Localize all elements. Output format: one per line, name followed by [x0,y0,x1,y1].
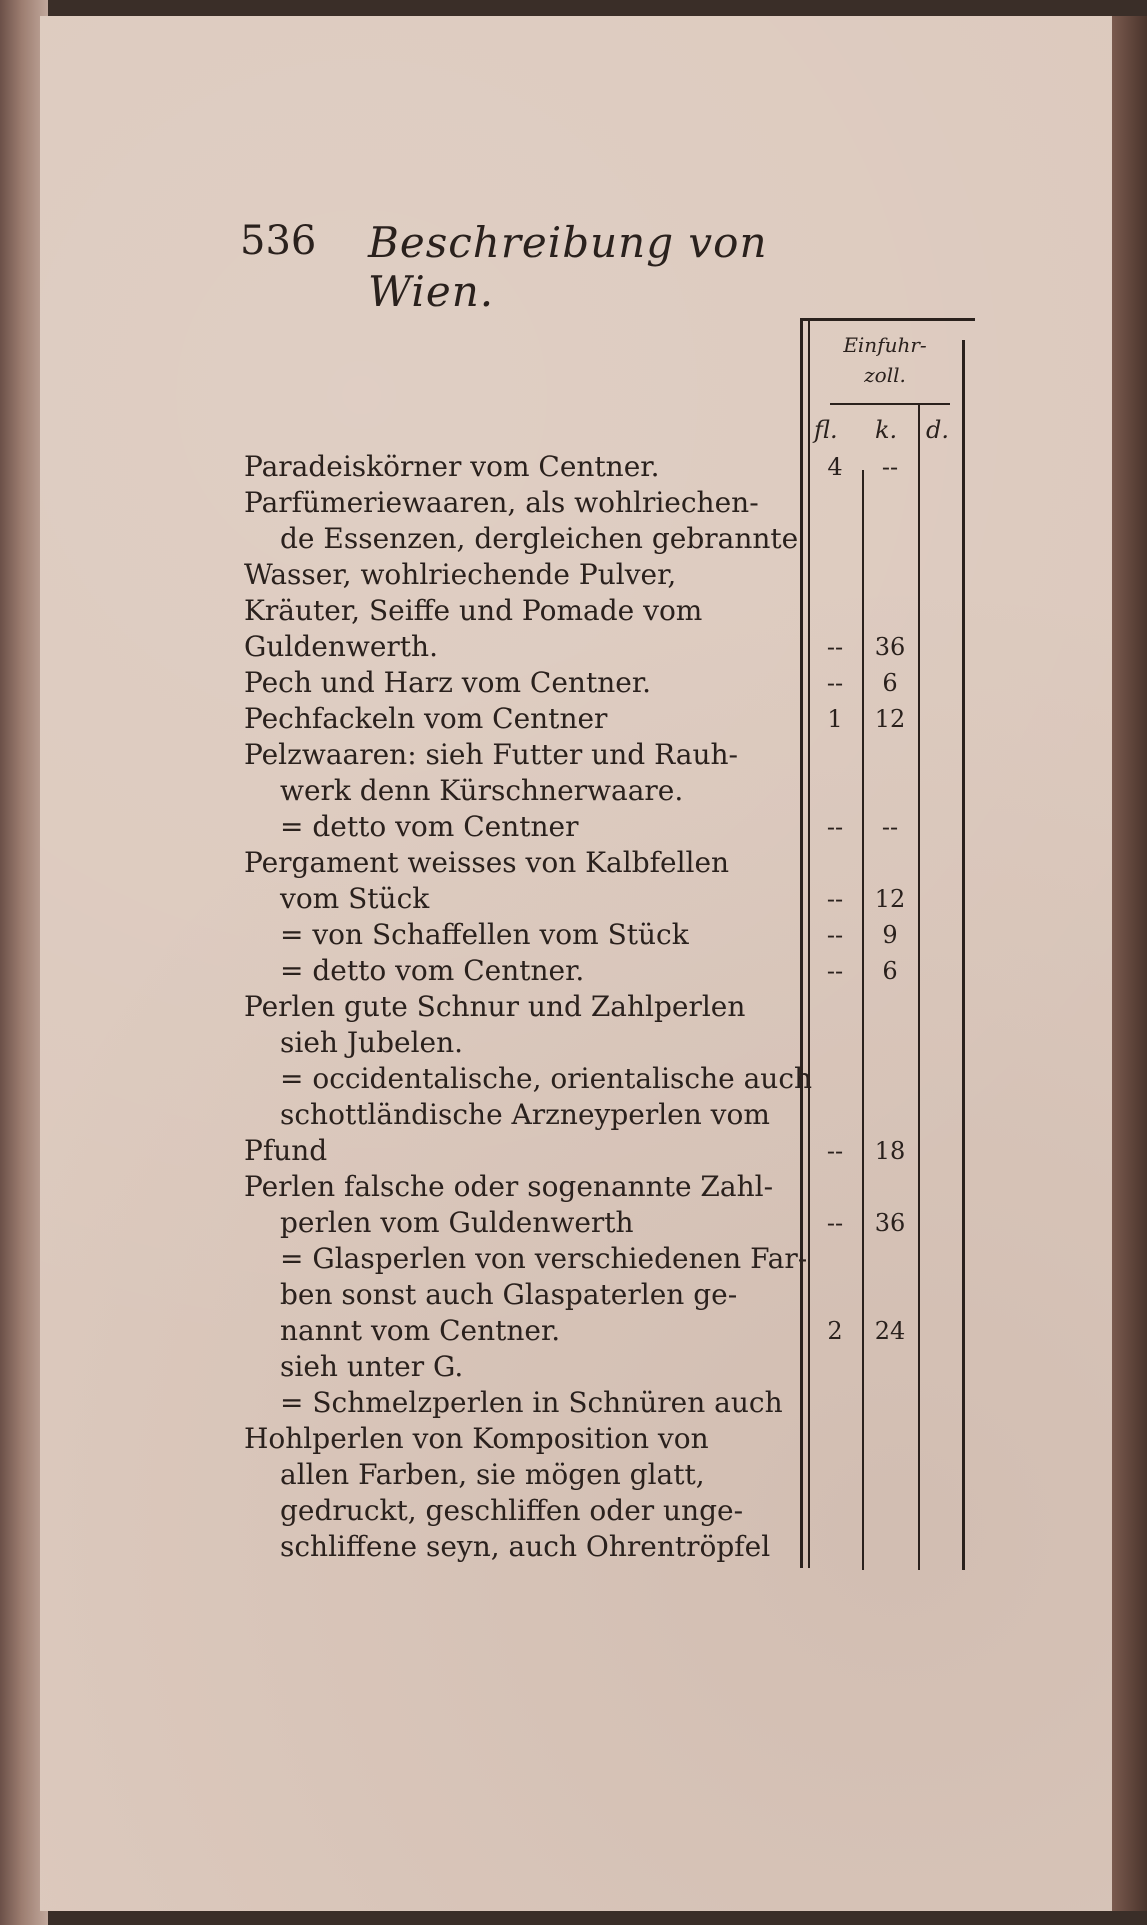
column-header-d: d. [926,416,949,444]
column-header-einfuhrzoll [825,330,945,398]
entry-line: Pfund [244,1134,328,1167]
column-header-line1: Einfuhr- [843,333,927,357]
entry-line: = occidentalische, orientalische auch [280,1062,813,1095]
table-rule-fl-k [862,470,864,1570]
entry-line: vom Stück [280,882,430,915]
duty-kreuzer: 6 [882,957,898,985]
table-rule-k-d [918,405,920,1570]
page-header [240,218,880,316]
duty-florin: -- [826,669,844,697]
entry-line: Pechfackeln vom Centner [244,702,608,735]
column-header-fl: fl. [814,416,838,444]
duty-kreuzer: 24 [874,1317,906,1345]
duty-florin: -- [826,1137,844,1165]
entry-line: Wasser, wohlriechende Pulver, [244,558,677,591]
duty-kreuzer: 36 [874,1209,906,1237]
entry-line: sieh unter G. [280,1350,464,1383]
duty-kreuzer: 9 [882,921,898,949]
entry-line: Hohlperlen von Komposition von [244,1422,709,1455]
entry-line: allen Farben, sie mögen glatt, [280,1458,705,1491]
table-rule-right [962,340,965,1570]
running-title: Beschreibung von Wien. [368,218,768,316]
entry-line: Perlen falsche oder sogenannte Zahl- [244,1170,774,1203]
entry-line: Kräuter, Seiffe und Pomade vom [244,594,703,627]
duty-florin: 4 [827,453,843,481]
table-rule-top [800,318,975,321]
table-rule-left-outer [800,318,803,1568]
duty-florin: 2 [827,1317,843,1345]
duty-kreuzer: 36 [874,633,906,661]
entry-line: = Glasperlen von verschiedenen Far- [280,1242,808,1275]
entry-line: Paradeiskörner vom Centner. [244,450,660,483]
duty-florin: -- [826,1209,844,1237]
entry-line: de Essenzen, dergleichen gebrannte [280,522,799,555]
entry-line: = von Schaffellen vom Stück [280,918,689,951]
page-number: 536 [240,218,317,264]
entry-line: Pech und Harz vom Centner. [244,666,652,699]
book-edge [1112,16,1147,1911]
entry-line: Guldenwerth. [244,630,438,663]
entry-line: Pergament weisses von Kalbfellen [244,846,730,879]
entry-line: ben sonst auch Glaspaterlen ge- [280,1278,738,1311]
entry-line: = detto vom Centner [280,810,579,843]
entry-line: Parfümeriewaaren, als wohlriechen- [244,486,759,519]
duty-kreuzer: 18 [874,1137,906,1165]
duty-kreuzer: 6 [882,669,898,697]
entry-line: Perlen gute Schnur und Zahlperlen [244,990,746,1023]
duty-kreuzer: -- [881,813,899,841]
entry-line: nannt vom Centner. [280,1314,561,1347]
duty-kreuzer: 12 [874,885,906,913]
duty-florin: -- [826,921,844,949]
entry-line: Pelzwaaren: sieh Futter und Rauh- [244,738,739,771]
duty-kreuzer: 12 [874,705,906,733]
entry-line: gedruckt, geschliffen oder unge- [280,1494,744,1527]
entry-line: = Schmelzperlen in Schnüren auch [280,1386,783,1419]
duty-florin: -- [826,813,844,841]
entry-line: schliffene seyn, auch Ohrentröpfel [280,1530,771,1563]
entry-line: sieh Jubelen. [280,1026,464,1059]
table-rule-header-bottom [830,403,950,405]
duty-florin: -- [826,633,844,661]
entry-line: werk denn Kürschnerwaare. [280,774,684,807]
entry-line: schottländische Arzneyperlen vom [280,1098,770,1131]
duty-florin: -- [826,957,844,985]
table-rule-left-inner [808,318,810,1568]
duty-florin: 1 [827,705,843,733]
column-header-k: k. [875,416,898,444]
duty-kreuzer: -- [881,453,899,481]
column-header-line2: zoll. [864,363,906,387]
entry-line: perlen vom Guldenwerth [280,1206,634,1239]
duty-florin: -- [826,885,844,913]
entry-line: = detto vom Centner. [280,954,585,987]
